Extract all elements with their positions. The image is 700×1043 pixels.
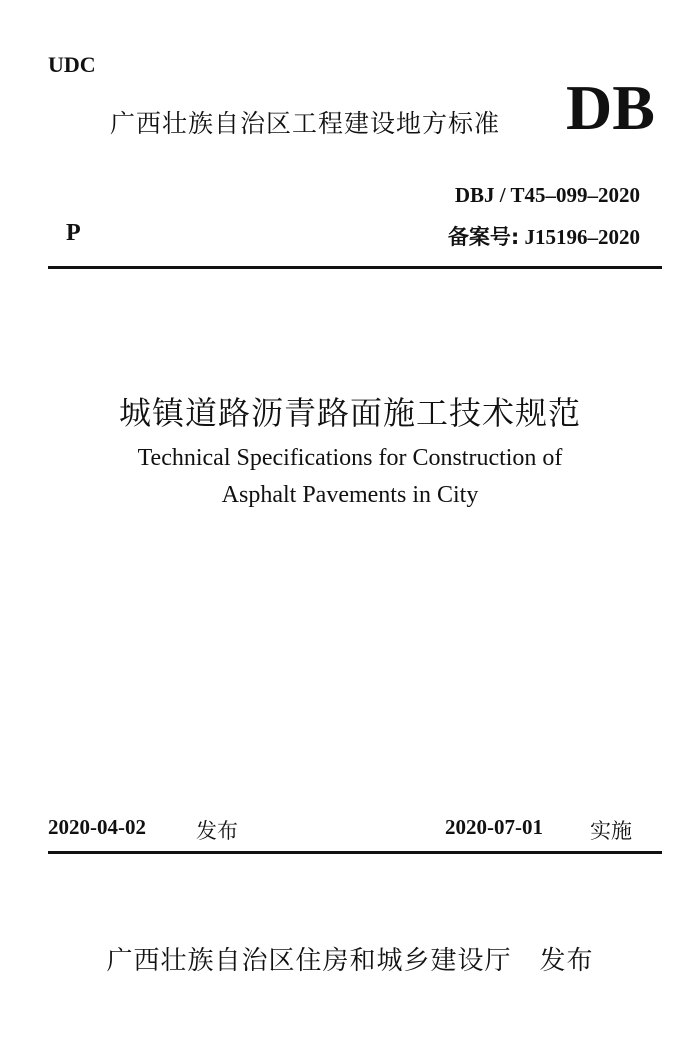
implement-date: 2020-07-01 bbox=[445, 815, 543, 839]
record-number: J15196–2020 bbox=[524, 225, 640, 249]
publisher-name: 广西壮族自治区住房和城乡建设厅 bbox=[106, 946, 512, 976]
record-label: 备案号: bbox=[447, 225, 520, 249]
implement-label: 实施 bbox=[590, 819, 632, 843]
bottom-divider bbox=[48, 851, 662, 854]
issue-date: 2020-04-02 bbox=[48, 815, 146, 839]
standard-number: DBJ / T45–099–2020 bbox=[454, 183, 640, 207]
publish-label: 发布 bbox=[539, 946, 594, 976]
title-chinese: 城镇道路沥青路面施工技术规范 bbox=[118, 394, 581, 432]
issue-label: 发布 bbox=[196, 819, 238, 843]
title-english-line2: Asphalt Pavements in City bbox=[221, 482, 479, 508]
udc-label: UDC bbox=[48, 52, 96, 77]
publisher-line bbox=[0, 940, 700, 977]
category-code: P bbox=[66, 220, 81, 246]
db-mark: DB bbox=[566, 72, 655, 143]
authority-header: 广西壮族自治区工程建设地方标准 bbox=[110, 109, 501, 138]
top-divider bbox=[48, 266, 662, 269]
record-line bbox=[448, 221, 640, 251]
title-english-line1: Technical Specifications for Construction of bbox=[137, 445, 563, 471]
